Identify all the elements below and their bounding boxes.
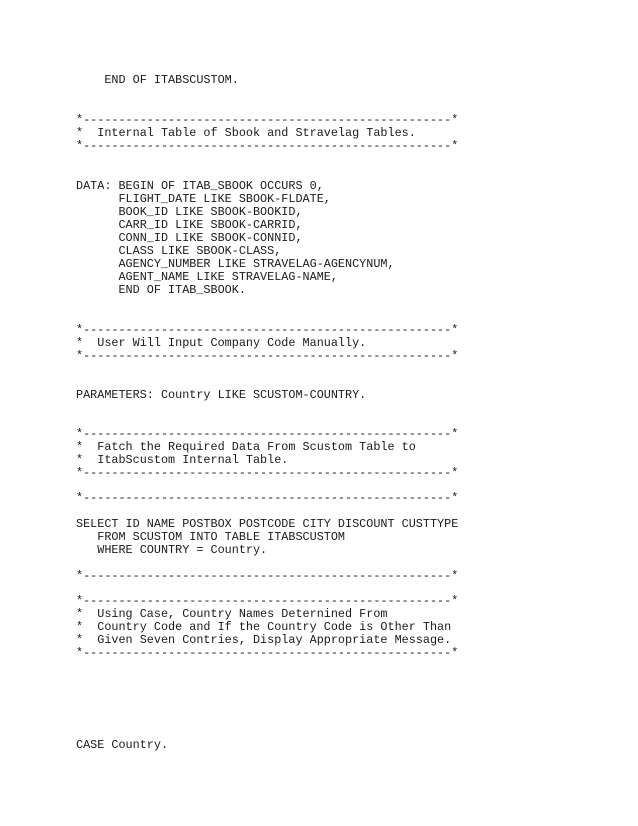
code-line-data-begin: DATA: BEGIN OF ITAB_SBOOK OCCURS 0, [76,179,324,193]
code-line-end-itabscustom: END OF ITABSCUSTOM. [76,73,239,87]
code-line-field: AGENCY_NUMBER LIKE STRAVELAG-AGENCYNUM, [76,257,395,271]
comment-border-top: *----------------------------------------------------* [76,113,459,127]
code-line-select-where: WHERE COUNTRY = Country. [76,543,268,557]
comment-line: * User Will Input Company Code Manually. [76,336,367,350]
code-line-select-from: FROM SCUSTOM INTO TABLE ITABSCUSTOM [76,530,346,544]
comment-line: * Given Seven Contries, Display Appropriate Message. [76,633,452,647]
comment-border-top: *----------------------------------------------------* [76,323,459,337]
comment-border-bottom: *----------------------------------------------------* [76,466,459,480]
code-line-field: CLASS LIKE SBOOK-CLASS, [76,244,282,258]
code-line-parameters: PARAMETERS: Country LIKE SCUSTOM-COUNTRY. [76,388,367,402]
code-line-field: CARR_ID LIKE SBOOK-CARRID, [76,218,303,232]
code-line-select: SELECT ID NAME POSTBOX POSTCODE CITY DISCOUNT CUSTTYPE [76,517,459,531]
code-line-field: AGENT_NAME LIKE STRAVELAG-NAME, [76,270,338,284]
code-line-field: CONN_ID LIKE SBOOK-CONNID, [76,231,303,245]
comment-border-top: *----------------------------------------------------* [76,594,459,608]
comment-border-bottom: *----------------------------------------------------* [76,349,459,363]
comment-border-top: *----------------------------------------------------* [76,427,459,441]
code-line-end-itab-sbook: END OF ITAB_SBOOK. [76,283,246,297]
comment-line: * Fatch the Required Data From Scustom Table to [76,440,416,454]
code-line-case: CASE Country. [76,738,169,752]
comment-line: * Using Case, Country Names Deternined From [76,607,388,621]
comment-line: * Internal Table of Sbook and Stravelag Tables. [76,126,416,140]
code-line-field: FLIGHT_DATE LIKE SBOOK-FLDATE, [76,192,331,206]
comment-border-bottom: *----------------------------------------------------* [76,646,459,660]
comment-border: *----------------------------------------------------* [76,569,459,583]
comment-border: *----------------------------------------------------* [76,491,459,505]
code-line-field: BOOK_ID LIKE SBOOK-BOOKID, [76,205,303,219]
comment-line: * ItabScustom Internal Table. [76,453,289,467]
comment-border-bottom: *----------------------------------------------------* [76,139,459,153]
comment-line: * Country Code and If the Country Code is Other Than [76,620,452,634]
